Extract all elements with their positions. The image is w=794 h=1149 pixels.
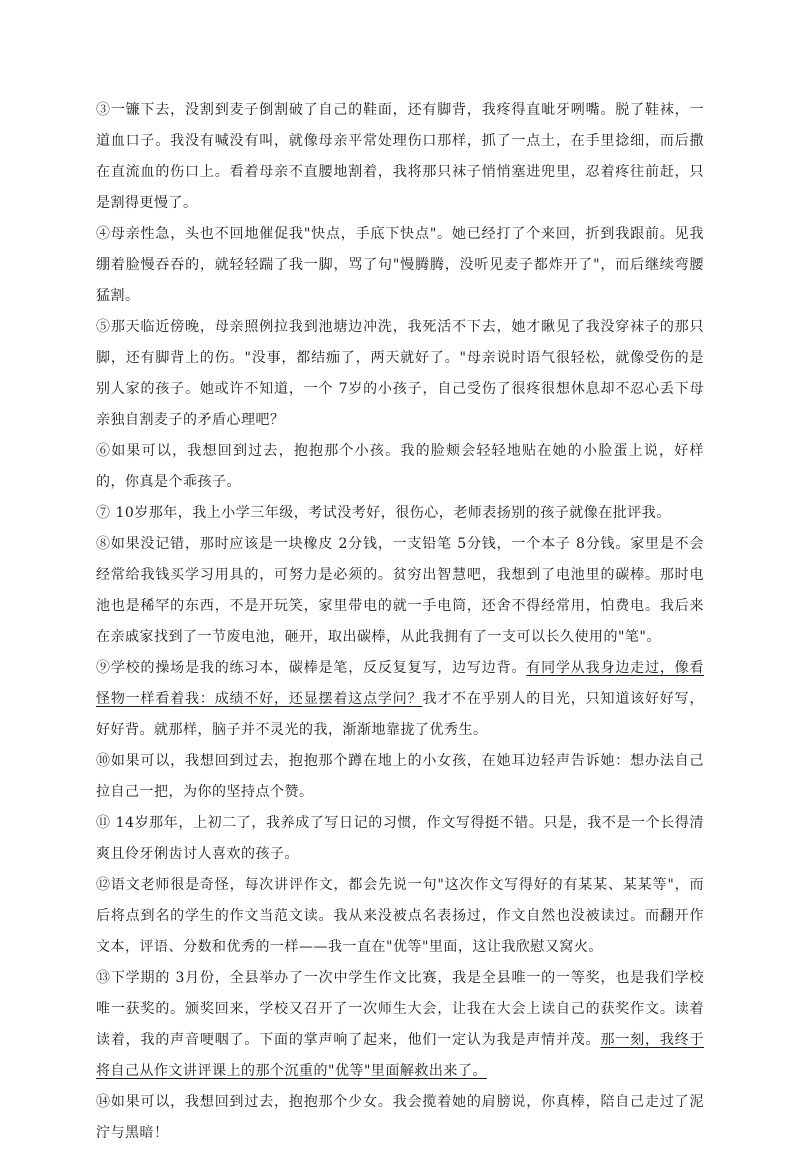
paragraph-p8 [96, 529, 704, 653]
paragraph-p12 [96, 870, 704, 963]
paragraph-text: ⑫语文老师很是奇怪，每次讲评作文，都会先说一句"这次作文写得好的有某某、某某等"，而后将点到名的学生的作文当范文读。我从来没被点名表扬过，作文自然也没被读过。而翻开作文本，评语、分数和优秀的一样——我一直在"优等"里面，这让我欣慰又窝火。 [96, 877, 704, 955]
paragraph-p10 [96, 746, 704, 808]
paragraph-p14 [96, 1087, 704, 1149]
paragraph-text: ⑪ 14岁那年，上初二了，我养成了写日记的习惯，作文写得挺不错。只是，我不是一个长得清爽且伶牙俐齿讨人喜欢的孩子。 [96, 815, 704, 862]
paragraph-text: ⑩如果可以，我想回到过去，抱抱那个蹲在地上的小女孩，在她耳边轻声告诉她：想办法自己拉自己一把，为你的坚持点个赞。 [96, 753, 704, 800]
paragraph-p6 [96, 436, 704, 498]
paragraph-p4 [96, 219, 704, 312]
paragraph-text: ⑭如果可以，我想回到过去，抱抱那个少女。我会揽着她的肩膀说，你真棒，陪自己走过了泥泞与黑暗！ [96, 1094, 704, 1141]
paragraph-text: ③一镰下去，没割到麦子倒割破了自己的鞋面，还有脚背，我疼得直呲牙咧嘴。脱了鞋袜，一道血口子。我没有喊没有叫，就像母亲平常处理伤口那样，抓了一点土，在手里捻细，而后撒在直流血的伤口上。看着母亲不直腰地割着，我将那只袜子悄悄塞进兜里，忍着疼往前赶，只是割得更慢了。 [96, 102, 704, 211]
paragraph-p9 [96, 653, 704, 746]
paragraph-p5 [96, 312, 704, 436]
underlined-sentence: 有同学从我身边走过，像看怪物一样看着我：成绩不好，还显摆着这点学问？ [96, 660, 705, 707]
paragraph-p11 [96, 808, 704, 870]
paragraph-p7 [96, 498, 704, 529]
article-body [96, 95, 704, 1149]
paragraph-text: ④母亲性急，头也不回地催促我"快点，手底下快点"。她已经打了个来回，折到我跟前。见我绷着脸慢吞吞的，就轻轻踹了我一脚，骂了句"慢腾腾，没听见麦子都炸开了"，而后继续弯腰猛割。 [96, 226, 704, 304]
paragraph-text: ⑨学校的操场是我的练习本，碳棒是笔，反反复复写，边写边背。 [96, 660, 527, 676]
paragraph-p3 [96, 95, 704, 219]
paragraph-text: ⑧如果没记错，那时应该是一块橡皮 2分钱，一支铅笔 5分钱，一个本子 8分钱。家里是不会经常给我钱买学习用具的，可努力是必须的。贫穷出智慧吧，我想到了电池里的碳棒。那时电池也是稀罕的东西，不是开玩笑，家里带电的就一手电筒，还舍不得经常用，怕费电。我后来在亲戚家找到了一节废电池，砸开，取出碳棒，从此我拥有了一支可以长久使用的"笔"。 [96, 536, 704, 645]
paragraph-text: ⑥如果可以，我想回到过去，抱抱那个小孩。我的脸颊会轻轻地贴在她的小脸蛋上说，好样的，你真是个乖孩子。 [96, 443, 704, 490]
underlined-sentence: 那一刻，我终于将自己从作文讲评课上的那个沉重的"优等"里面解救出来了。 [96, 1032, 705, 1079]
paragraph-text: 我才不在乎别人的目光，只知道该好好写，好好背。就那样，脑子并不灵光的我，渐渐地靠拢了优秀生。 [96, 691, 705, 738]
paragraph-text: ⑬下学期的 3月份，全县举办了一次中学生作文比赛，我是全县唯一的一等奖，也是我们学校唯一获奖的。颁奖回来，学校又召开了一次师生大会，让我在大会上读自己的获奖作文。读着读着，我的声音哽咽了。下面的掌声响了起来，他们一定认为我是声情并茂。 [96, 970, 704, 1048]
paragraph-p13 [96, 963, 704, 1087]
paragraph-text: ⑦ 10岁那年，我上小学三年级，考试没考好，很伤心，老师表扬别的孩子就像在批评我。 [96, 505, 671, 521]
paragraph-text: ⑤那天临近傍晚，母亲照例拉我到池塘边冲洗，我死活不下去，她才瞅见了我没穿袜子的那只脚，还有脚背上的伤。"没事，都结痂了，两天就好了。"母亲说时语气很轻松，就像受伤的是别人家的孩子。她或许不知道，一个 7岁的小孩子，自己受伤了很疼很想休息却不忍心丢下母亲独自割麦子的矛盾心理吧？ [96, 319, 704, 428]
